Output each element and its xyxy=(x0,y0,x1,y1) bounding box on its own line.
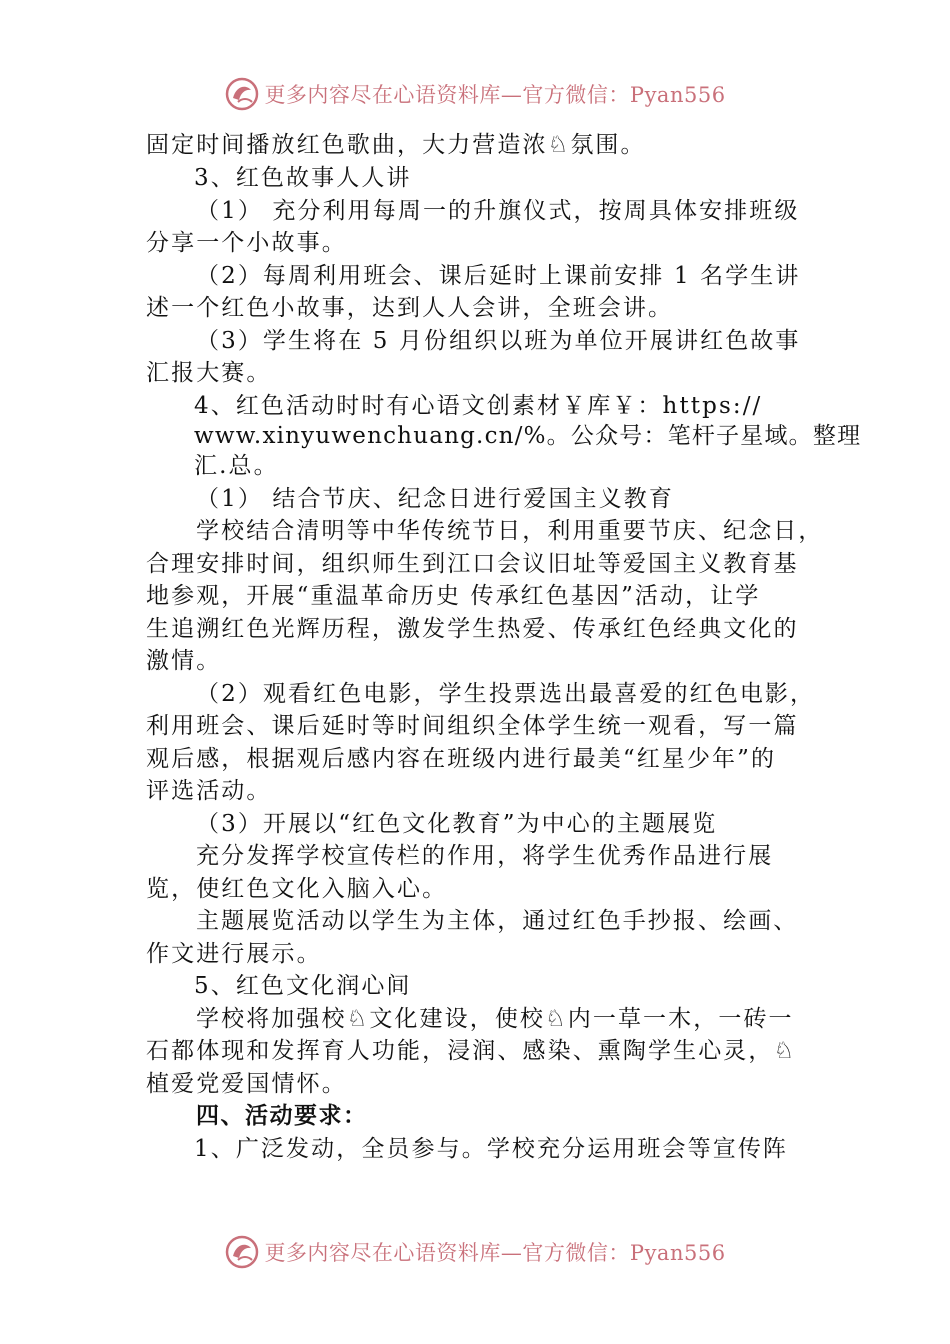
section-heading: 4、红色活动时时有心语文创素材￥库￥：https:// xyxy=(194,393,763,419)
text-line: 固定时间播放红色歌曲，大力营造浓♘氛围。 xyxy=(146,132,646,158)
text-line: 观后感，根据观后感内容在班级内进行最美“红星少年”的 xyxy=(146,746,777,772)
text-line: 利用班会、课后延时等时间组织全体学生统一观看，写一篇 xyxy=(146,713,799,739)
text-line: 作文进行展示。 xyxy=(146,941,322,967)
text-line: （2）每周利用班会、课后延时上课前安排 1 名学生讲 xyxy=(196,263,801,289)
text-line: （3）学生将在 5 月份组织以班为单位开展讲红色故事 xyxy=(196,328,801,354)
text-line: （1） 结合节庆、纪念日进行爱国主义教育 xyxy=(196,486,674,512)
text-line: 分享一个小故事。 xyxy=(146,230,347,256)
text-line: 地参观，开展“重温革命历史 传承红色基因”活动，让学 xyxy=(146,583,761,609)
watermark-banner-bottom xyxy=(0,1228,950,1276)
text-line: 汇报大赛。 xyxy=(146,360,272,386)
text-line: 合理安排时间，组织师生到江口会议旧址等爱国主义教育基 xyxy=(146,551,799,577)
text-line: （1） 充分利用每周一的升旗仪式，按周具体安排班级 xyxy=(196,198,800,224)
text-line: 激情。 xyxy=(146,648,222,674)
section-heading: 5、红色文化润心间 xyxy=(194,973,412,999)
chapter-heading: 四、活动要求： xyxy=(196,1103,368,1129)
seal-logo-icon xyxy=(224,1234,260,1270)
watermark-text: 更多内容尽在心语资料库—官方微信：Pyan556 xyxy=(264,1241,726,1265)
text-line: 学校结合清明等中华传统节日，利用重要节庆、纪念日， xyxy=(196,518,824,544)
text-line: 生追溯红色光辉历程，激发学生热爱、传承红色经典文化的 xyxy=(146,616,799,642)
text-line: 评选活动。 xyxy=(146,778,272,804)
text-line: （2）观看红色电影，学生投票选出最喜爱的红色电影， xyxy=(196,681,816,707)
section-heading: 3、红色故事人人讲 xyxy=(194,165,412,191)
text-line: 石都体现和发挥育人功能，浸润、感染、熏陶学生心灵，♘ xyxy=(146,1038,797,1064)
text-line: 述一个红色小故事，达到人人会讲，全班会讲。 xyxy=(146,295,674,321)
watermark-text: 更多内容尽在心语资料库—官方微信：Pyan556 xyxy=(264,83,726,107)
text-line: （3）开展以“红色文化教育”为中心的主题展览 xyxy=(196,811,718,837)
text-line: 植爱党爱国情怀。 xyxy=(146,1071,347,1097)
text-line: 主题展览活动以学生为主体，通过红色手抄报、绘画、 xyxy=(196,908,799,934)
text-line: www.xinyuwenchuang.cn/%。公众号：笔杆子星域。整理 xyxy=(194,423,862,449)
text-line: 1、广泛发动，全员参与。学校充分运用班会等宣传阵 xyxy=(194,1136,789,1162)
text-line: 学校将加强校♘文化建设，使校♘内一草一木，一砖一 xyxy=(196,1006,794,1032)
text-line: 览，使红色文化入脑入心。 xyxy=(146,876,448,902)
text-line: 汇.总。 xyxy=(194,453,279,479)
text-line: 充分发挥学校宣传栏的作用，将学生优秀作品进行展 xyxy=(196,843,774,869)
